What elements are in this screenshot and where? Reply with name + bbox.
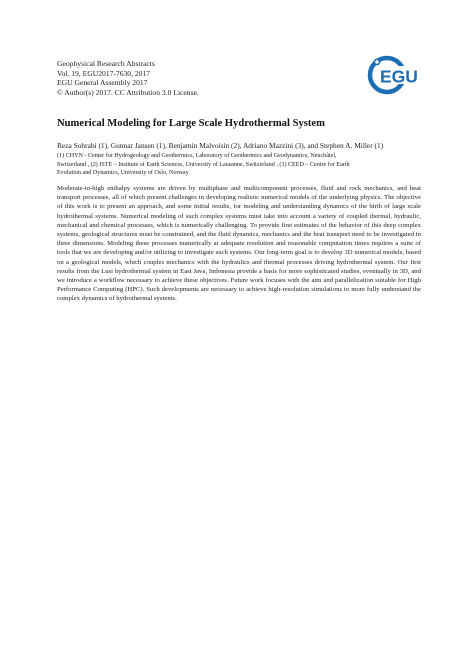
egu-logo-dot xyxy=(374,59,379,64)
publication-header xyxy=(57,59,357,97)
copyright-line: © Author(s) 2017. CC Attribution 3.0 License. xyxy=(57,87,199,97)
paper-title: Numerical Modeling for Large Scale Hydrothermal System xyxy=(57,118,325,129)
egu-logo-text: EGU xyxy=(380,66,418,87)
affiliation-line: Switzerland , (2) ISTE – Institute of Earth Sciences, University of Lausanne, Switzerland , (3) CEED – Centre for Earth xyxy=(57,161,350,168)
author-list: Reza Sohrabi (1), Gunnar Jansen (1), Benjamin Malvoisin (2), Adriano Mazzini (3), and Stephen A. Miller (1) xyxy=(57,141,384,150)
egu-logo xyxy=(366,52,418,98)
journal-name: Geophysical Research Abstracts xyxy=(57,59,155,68)
affiliation-line: (1) CHYN - Center for Hydrogeology and Geothermics, Laboratory of Geothermics and Geodynamics, Neuchâtel, xyxy=(57,153,337,159)
assembly-line: EGU General Assembly 2017 xyxy=(57,78,148,88)
affiliations xyxy=(57,152,422,178)
affiliation-line: Evolution and Dynamics, University of Oslo, Norway xyxy=(57,170,189,177)
abstract-body: Moderate-to-high enthalpy systems are driven by multiphase and multicomponent processes, fluid and rock mechanics, and heat transport processes, all of which present challenges in developing realistic numerical models of the underlying physics. The objective of this work is to present an approach, and some initial results, for modeling and understanding dynamics of the birth of large scale hydrothermal systems. Numerical modeling of such complex systems must take into account a variety of coupled thermal, hydraulic, mechanical and chemical processes, which is numerically challenging. To provide first estimates of the behavior of this deep complex systems, geological structures must be constrained, and the fluid dynamics, mechanics and the heat transport need to be investigated in three dimensions. Modeling these processes numerically at adequate resolution and reasonable computation times requires a suite of tools that we are developing and/or utilizing to investigate such systems. Our long-term goal is to develop 3D numerical models, based on a geological models, which couples mechanics with the hydraulics and thermal processes driving hydrothermal system. Our first results from the Lusi hydrothermal system in East Java, Indonesia provide a basis for more sophisticated studies, eventually in 3D, and we introduce a workflow necessary to achieve these objectives. Future work focuses with the aim and parallelization suitable for High Performance Computing (HPC). Such developments are necessary to achieve high-resolution simulations to more fully understand the complex dynamics of hydrothermal systems. xyxy=(57,185,421,303)
volume-line: Vol. 19, EGU2017-7630, 2017 xyxy=(57,68,151,78)
